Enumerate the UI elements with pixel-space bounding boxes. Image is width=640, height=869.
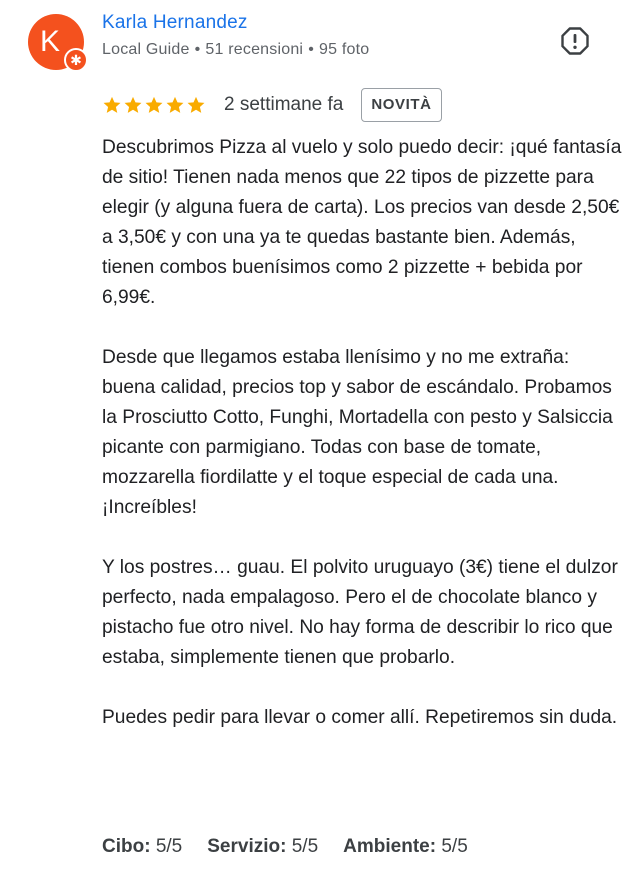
aspect-rating-item [207,832,318,862]
rating-row [102,88,442,122]
meta-separator: • [308,41,314,58]
review-date: 2 settimane fa [224,94,344,115]
review-text [102,133,622,733]
aspect-value: 5/5 [441,836,468,857]
aspect-label: Cibo: [102,836,151,857]
aspect-label: Servizio: [207,836,287,857]
meta-separator: • [194,41,201,58]
aspect-value: 5/5 [155,836,183,857]
aspect-ratings [102,832,468,862]
reviews-count: 51 recensioni [205,41,304,58]
new-badge: NOVITÀ [361,88,441,122]
star-rating [102,95,206,115]
avatar-letter: K [39,25,60,58]
review-paragraph: Y los postres… guau. El polvito uruguayo (3€) tiene el dulzor perfecto, nada empalagoso. Pero el de chocolate blanco y pistacho fue otro nivel. No hay forma de describir lo rico que estaba, simplemente tienen que probarlo. [102,557,618,668]
aspect-rating-item [102,832,182,862]
report-button[interactable] [560,26,590,56]
star-icon [102,95,122,115]
star-icon [165,95,185,115]
review-paragraph: Desde que llegamos estaba llenísimo y no me extraña: buena calidad, precios top y sabor de escándalo. Probamos la Prosciutto Cotto, Funghi, Mortadella con pesto y Salsiccia picante con parmigiano. Todas con base de tomate, mozzarella fiordilatte y el toque especial de cada una. ¡Increíbles! [102,347,613,518]
photos-count: 95 foto [319,41,370,58]
review-paragraph: Descubrimos Pizza al vuelo y solo puedo decir: ¡qué fantasía de sitio! Tienen nada menos que 22 tipos de pizzette para elegir (y alguna fuera de carta). Los precios van desde 2,50€ a 3,50€ y con una ya te quedas bastante bien. Además, tienen combos buenísimos como 2 pizzette + bebida por 6,99€. [102,137,622,308]
local-guide-star-icon: ✱ [64,48,88,72]
reviewer-meta [102,41,369,59]
review-paragraph: Puedes pedir para llevar o comer allí. Repetiremos sin duda. [102,707,618,728]
star-icon [123,95,143,115]
report-flag-icon [560,26,590,56]
local-guide-label: Local Guide [102,41,190,58]
aspect-rating-item [343,832,468,862]
aspect-label: Ambiente: [343,836,437,857]
star-icon [186,95,206,115]
star-icon [144,95,164,115]
aspect-value: 5/5 [291,836,319,857]
reviewer-name[interactable]: Karla Hernandez [102,12,248,33]
